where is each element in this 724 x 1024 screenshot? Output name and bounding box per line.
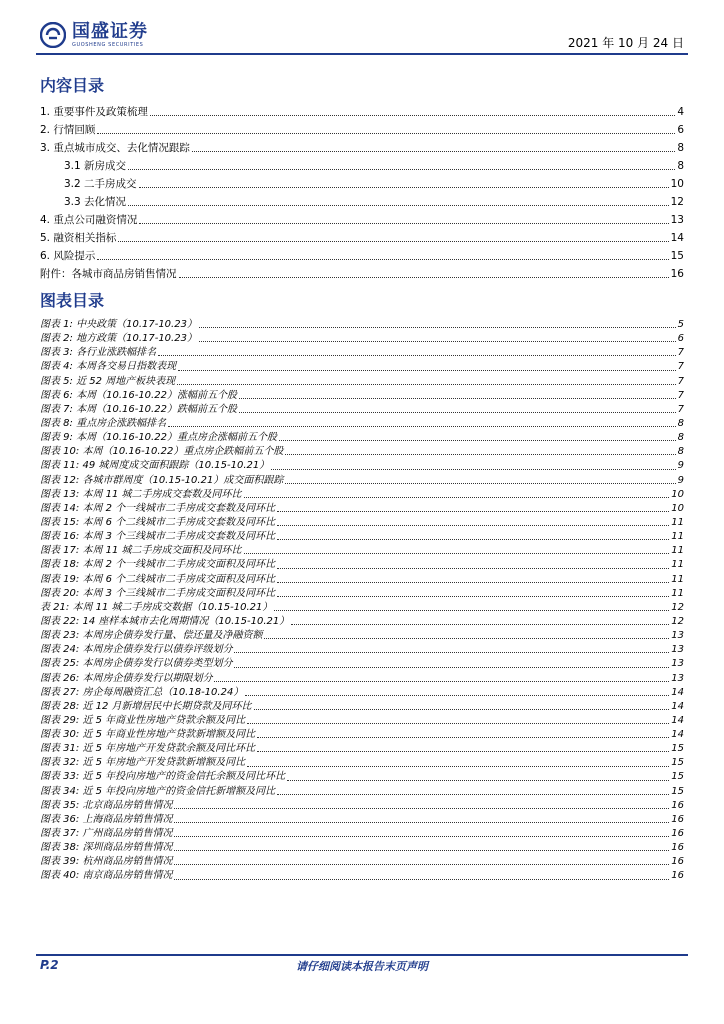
- figure-entry-label: 图表 10: 本周（10.16-10.22）重点房企跌幅前五个股: [40, 446, 284, 458]
- figure-entry-page: 14: [671, 686, 684, 698]
- dot-leader: [277, 595, 669, 597]
- toc-entry-label: 3.3 去化情况: [64, 196, 127, 208]
- figure-entry-label: 图表 22: 14 座样本城市去化周期情况（10.15-10.21）: [40, 615, 290, 627]
- figure-entry-label: 图表 26: 本周房企债券发行以期限划分: [40, 672, 213, 684]
- figure-entry-page: 16: [671, 842, 684, 854]
- figure-entry-page: 11: [671, 559, 684, 571]
- dot-leader: [174, 849, 669, 851]
- figure-entry[interactable]: [40, 629, 684, 643]
- figure-entry[interactable]: [40, 700, 684, 714]
- dot-leader: [277, 581, 669, 583]
- figure-entry-label: 图表 6: 本周（10.16-10.22）涨幅前五个股: [40, 389, 237, 401]
- figure-entry-page: 12: [671, 601, 684, 613]
- dot-leader: [150, 114, 675, 116]
- dot-leader: [199, 326, 676, 328]
- toc-entry[interactable]: [40, 247, 684, 265]
- toc-entry-label: 3.1 新房成交: [64, 160, 127, 172]
- dot-leader: [285, 453, 675, 455]
- toc-entry-page: 6: [677, 124, 684, 136]
- figure-entry[interactable]: [40, 587, 684, 601]
- figure-entry[interactable]: [40, 360, 684, 374]
- toc-entry-label: 2. 行情回顾: [40, 124, 96, 136]
- figure-entry-label: 图表 19: 本周 6 个二线城市二手房成交面积及同环比: [40, 573, 276, 585]
- figure-entry-label: 图表 20: 本周 3 个三线城市二手房成交面积及同环比: [40, 587, 276, 599]
- toc-entry-label: 5. 融资相关指标: [40, 232, 117, 244]
- figure-entry-page: 15: [671, 771, 684, 783]
- toc-entry-page: 8: [677, 160, 684, 172]
- figure-entry-label: 图表 24: 本周房企债券发行以债券评级划分: [40, 644, 233, 656]
- dot-leader: [279, 439, 676, 441]
- report-date: 2021 年 10 月 24 日: [567, 36, 684, 50]
- dot-leader: [274, 609, 669, 611]
- figure-entry[interactable]: [40, 459, 684, 473]
- dot-leader: [247, 765, 669, 767]
- figure-entry[interactable]: [40, 615, 684, 629]
- figure-entry-page: 8: [677, 417, 684, 429]
- figure-entry[interactable]: [40, 417, 684, 431]
- figure-entry-label: 图表 2: 地方政策（10.17-10.23）: [40, 333, 197, 345]
- toc-entry-page: 12: [670, 196, 684, 208]
- figure-entry[interactable]: [40, 474, 684, 488]
- figure-entry-page: 11: [671, 587, 684, 599]
- figure-entry-page: 16: [671, 828, 684, 840]
- figure-entry-label: 图表 31: 近 5 年房地产开发贷款余额及同比环比: [40, 743, 256, 755]
- figure-entry[interactable]: [40, 375, 684, 389]
- figure-entry[interactable]: [40, 855, 684, 869]
- figure-entry-page: 12: [671, 615, 684, 627]
- figure-entry[interactable]: [40, 643, 684, 657]
- dot-leader: [128, 204, 669, 206]
- figure-entry-page: 6: [677, 333, 684, 345]
- figure-entry-label: 图表 37: 广州商品房销售情况: [40, 828, 173, 840]
- figure-entry[interactable]: [40, 869, 684, 883]
- toc-entry-label: 1. 重要事件及政策梳理: [40, 106, 148, 118]
- toc-entry-label: 3. 重点城市成交、去化情况跟踪: [40, 142, 190, 154]
- figure-entry-page: 16: [671, 799, 684, 811]
- figure-entry[interactable]: [40, 502, 684, 516]
- figure-entry-label: 图表 15: 本周 6 个二线城市二手房成交套数及同环比: [40, 516, 276, 528]
- figure-entry[interactable]: [40, 332, 684, 346]
- dot-leader: [247, 722, 669, 724]
- dot-leader: [118, 240, 668, 242]
- figure-entry-page: 13: [671, 672, 684, 684]
- figure-entry-label: 图表 28: 近 12 月新增居民中长期贷款及同环比: [40, 700, 252, 712]
- page-number: P.2: [40, 958, 59, 972]
- dot-leader: [245, 694, 669, 696]
- figure-entry[interactable]: [40, 841, 684, 855]
- figure-entry-page: 11: [671, 573, 684, 585]
- figure-entry-page: 7: [677, 375, 684, 387]
- dot-leader: [254, 708, 670, 710]
- contents-list: [40, 103, 684, 283]
- figure-entry[interactable]: [40, 346, 684, 360]
- figure-entry-page: 15: [671, 757, 684, 769]
- figures-list: [40, 318, 684, 884]
- dot-leader: [277, 538, 669, 540]
- figure-entry-page: 13: [671, 644, 684, 656]
- figure-entry-label: 图表 12: 各城市群周度（10.15-10.21）成交面积跟踪: [40, 474, 284, 486]
- figure-entry-page: 8: [677, 432, 684, 444]
- figure-entry-label: 图表 8: 重点房企涨跌幅排名: [40, 417, 167, 429]
- dot-leader: [174, 807, 669, 809]
- figure-entry[interactable]: [40, 742, 684, 756]
- figure-entry-page: 16: [671, 870, 684, 882]
- toc-entry[interactable]: [40, 193, 684, 211]
- toc-entry-page: 14: [670, 232, 684, 244]
- dot-leader: [158, 354, 676, 356]
- figure-entry[interactable]: [40, 431, 684, 445]
- figure-entry[interactable]: [40, 813, 684, 827]
- figure-entry-label: 图表 9: 本周（10.16-10.22）重点房企涨幅前五个股: [40, 432, 277, 444]
- figure-entry[interactable]: [40, 558, 684, 572]
- toc-entry-label: 3.2 二手房成交: [64, 178, 137, 190]
- figure-entry-label: 图表 36: 上海商品房销售情况: [40, 813, 173, 825]
- dot-leader: [287, 779, 669, 781]
- figure-entry-page: 16: [671, 856, 684, 868]
- figure-entry-page: 7: [677, 403, 684, 415]
- figure-entry[interactable]: [40, 601, 684, 615]
- figure-entry[interactable]: [40, 318, 684, 332]
- dot-leader: [128, 168, 675, 170]
- figure-entry[interactable]: [40, 714, 684, 728]
- figure-entry[interactable]: [40, 488, 684, 502]
- figure-entry-page: 7: [677, 361, 684, 373]
- figure-entry-label: 图表 4: 本周各交易日指数表现: [40, 361, 177, 373]
- dot-leader: [285, 482, 675, 484]
- figure-entry-label: 图表 33: 近 5 年投向房地产的资金信托余额及同比环比: [40, 771, 286, 783]
- figure-entry[interactable]: [40, 827, 684, 841]
- dot-leader: [97, 132, 675, 134]
- figure-entry[interactable]: [40, 403, 684, 417]
- header-divider: [36, 53, 688, 55]
- figure-entry-page: 11: [671, 545, 684, 557]
- toc-entry[interactable]: [40, 139, 684, 157]
- figure-entry[interactable]: [40, 389, 684, 403]
- toc-entry[interactable]: [40, 121, 684, 139]
- figure-entry-page: 8: [677, 446, 684, 458]
- toc-entry-label: 4. 重点公司融资情况: [40, 214, 138, 226]
- toc-entry-label: 6. 风险提示: [40, 250, 96, 262]
- figure-entry-label: 图表 18: 本周 2 个一线城市二手房成交面积及同环比: [40, 559, 276, 571]
- footer-divider: [36, 954, 688, 956]
- dot-leader: [178, 369, 676, 371]
- figure-entry-page: 15: [671, 785, 684, 797]
- figure-entry-label: 图表 25: 本周房企债券发行以债券类型划分: [40, 658, 233, 670]
- figure-entry[interactable]: [40, 530, 684, 544]
- figure-entry-page: 14: [671, 729, 684, 741]
- toc-entry[interactable]: [40, 175, 684, 193]
- figure-entry-label: 图表 3: 各行业涨跌幅排名: [40, 347, 157, 359]
- figure-entry-page: 13: [671, 630, 684, 642]
- figure-entry-page: 10: [671, 488, 684, 500]
- figure-entry-label: 图表 14: 本周 2 个一线城市二手房成交套数及同环比: [40, 502, 276, 514]
- dot-leader: [199, 340, 676, 342]
- toc-entry-page: 13: [670, 214, 684, 226]
- figure-entry-page: 14: [671, 714, 684, 726]
- figure-entry-label: 图表 11: 49 城周度成交面积跟踪（10.15-10.21）: [40, 460, 270, 472]
- figure-entry-label: 图表 29: 近 5 年商业性房地产贷款余额及同比: [40, 714, 246, 726]
- figure-entry-label: 图表 17: 本周 11 城二手房成交面积及同环比: [40, 545, 242, 557]
- dot-leader: [277, 793, 669, 795]
- toc-entry[interactable]: [40, 157, 684, 175]
- figure-entry-label: 图表 38: 深圳商品房销售情况: [40, 842, 173, 854]
- figure-entry-label: 图表 35: 北京商品房销售情况: [40, 799, 173, 811]
- dot-leader: [291, 623, 669, 625]
- dot-leader: [264, 637, 669, 639]
- dot-leader: [97, 258, 668, 260]
- figure-entry[interactable]: [40, 573, 684, 587]
- figure-entry-page: 9: [677, 474, 684, 486]
- dot-leader: [271, 468, 675, 470]
- dot-leader: [214, 680, 669, 682]
- dot-leader: [277, 524, 669, 526]
- figure-entry-page: 14: [671, 700, 684, 712]
- figure-entry-page: 5: [677, 318, 684, 330]
- figure-entry-label: 图表 40: 南京商品房销售情况: [40, 870, 173, 882]
- dot-leader: [139, 186, 669, 188]
- figure-entry-label: 图表 1: 中央政策（10.17-10.23）: [40, 318, 197, 330]
- dot-leader: [234, 666, 669, 668]
- figure-entry[interactable]: [40, 516, 684, 530]
- figure-entry-label: 图表 23: 本周房企债券发行量、偿还量及净融资额: [40, 630, 263, 642]
- figure-entry-page: 15: [671, 743, 684, 755]
- contents-title: 内容目录: [40, 76, 105, 95]
- dot-leader: [239, 397, 676, 399]
- dot-leader: [174, 835, 669, 837]
- toc-entry-page: 15: [670, 250, 684, 262]
- figure-entry-label: 图表 16: 本周 3 个三线城市二手房成交套数及同环比: [40, 531, 276, 543]
- dot-leader: [244, 496, 670, 498]
- dot-leader: [174, 878, 669, 880]
- figure-entry[interactable]: [40, 728, 684, 742]
- toc-entry-label: 附件：各城市商品房销售情况: [40, 268, 177, 280]
- dot-leader: [277, 567, 669, 569]
- figure-entry-page: 11: [671, 516, 684, 528]
- figure-entry-label: 图表 27: 房企每周融资汇总（10.18-10.24）: [40, 686, 244, 698]
- guosheng-logo-icon: [40, 22, 66, 48]
- dot-leader: [234, 651, 669, 653]
- toc-entry-page: 4: [677, 106, 684, 118]
- figures-title: 图表目录: [40, 291, 105, 310]
- toc-entry[interactable]: [40, 211, 684, 229]
- dot-leader: [177, 383, 675, 385]
- dot-leader: [179, 276, 669, 278]
- dot-leader: [257, 750, 669, 752]
- figure-entry-label: 图表 5: 近 52 周地产板块表现: [40, 375, 176, 387]
- figure-entry[interactable]: [40, 799, 684, 813]
- figure-entry-page: 10: [671, 502, 684, 514]
- dot-leader: [168, 425, 676, 427]
- figure-entry[interactable]: [40, 771, 684, 785]
- figure-entry-page: 16: [671, 813, 684, 825]
- figure-entry-page: 13: [671, 658, 684, 670]
- dot-leader: [244, 552, 670, 554]
- figure-entry[interactable]: [40, 756, 684, 770]
- figure-entry[interactable]: [40, 686, 684, 700]
- toc-entry-page: 8: [677, 142, 684, 154]
- company-logo: [40, 22, 148, 48]
- figure-entry-page: 7: [677, 347, 684, 359]
- figure-entry-label: 表 21: 本周 11 城二手房成交数据（10.15-10.21）: [40, 601, 273, 613]
- dot-leader: [257, 736, 669, 738]
- dot-leader: [174, 821, 669, 823]
- figure-entry-label: 图表 7: 本周（10.16-10.22）跌幅前五个股: [40, 403, 237, 415]
- dot-leader: [192, 150, 675, 152]
- figure-entry-page: 11: [671, 531, 684, 543]
- figure-entry[interactable]: [40, 672, 684, 686]
- logo-chinese-name: 国盛证券: [72, 20, 148, 42]
- figure-entry-label: 图表 39: 杭州商品房销售情况: [40, 856, 173, 868]
- toc-entry[interactable]: [40, 103, 684, 121]
- figure-entry[interactable]: [40, 544, 684, 558]
- toc-entry-page: 16: [670, 268, 684, 280]
- figure-entry[interactable]: [40, 785, 684, 799]
- dot-leader: [139, 222, 668, 224]
- dot-leader: [174, 863, 669, 865]
- toc-entry-page: 10: [670, 178, 684, 190]
- figure-entry[interactable]: [40, 657, 684, 671]
- figure-entry-label: 图表 34: 近 5 年投向房地产的资金信托新增额及同比: [40, 785, 276, 797]
- figure-entry[interactable]: [40, 445, 684, 459]
- toc-entry[interactable]: [40, 265, 684, 283]
- dot-leader: [277, 510, 669, 512]
- figure-entry-label: 图表 13: 本周 11 城二手房成交套数及同环比: [40, 488, 242, 500]
- toc-entry[interactable]: [40, 229, 684, 247]
- logo-english-name: GUOSHENG SECURITIES: [72, 41, 144, 48]
- figure-entry-page: 9: [677, 460, 684, 472]
- disclaimer-note: 请仔细阅读本报告末页声明: [296, 960, 428, 973]
- figure-entry-label: 图表 30: 近 5 年商业性房地产贷款新增额及同比: [40, 729, 256, 741]
- figure-entry-label: 图表 32: 近 5 年房地产开发贷款新增额及同比: [40, 757, 246, 769]
- dot-leader: [239, 411, 676, 413]
- figure-entry-page: 7: [677, 389, 684, 401]
